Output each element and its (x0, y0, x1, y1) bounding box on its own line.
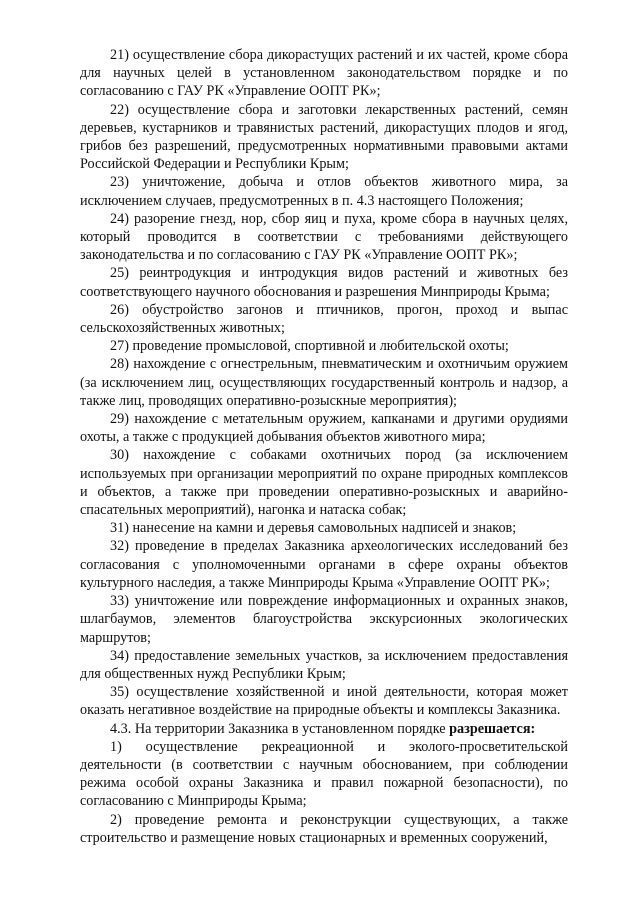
prohibited-item-35: 35) осуществление хозяйственной и иной деятельности, которая может оказать негативное воздействие на природные объекты и комплексы Заказника. (80, 684, 568, 719)
section-4-3-bold: разрешается: (449, 720, 536, 737)
document-body (80, 46, 568, 847)
prohibited-item-31: 31) нанесение на камни и деревья самовольных надписей и знаков; (110, 520, 517, 537)
section-4-3-lead: 4.3. На территории Заказника в установленном порядке (110, 720, 450, 737)
prohibited-item-34: 34) предоставление земельных участков, за исключением предоставления для общественных нужд Республики Крым; (80, 647, 568, 682)
prohibited-item-21: 21) осуществление сбора дикорастущих растений и их частей, кроме сбора для научных целей в установленном законодательством порядке и по согласованию с ГАУ РК «Управление ООПТ РК»; (80, 47, 568, 100)
prohibited-item-32: 32) проведение в пределах Заказника археологических исследований без согласования с уполномоченными органами в сфере охраны объектов культурного наследия, а также Минприроды Крыма «Управление ООПТ РК»; (80, 538, 568, 591)
prohibited-item-23: 23) уничтожение, добыча и отлов объектов животного мира, за исключением случаев, предусмотренных в п. 4.3 настоящего Положения; (80, 174, 568, 209)
prohibited-item-30: 30) нахождение с собаками охотничьих пород (за исключением используемых при организации мероприятий по охране природных комплексов и объектов, а также при проведении оперативно-розыскных и аварийно-спасательных мероприятий), нагонка и натаска собак; (80, 447, 568, 519)
prohibited-item-28: 28) нахождение с огнестрельным, пневматическим и охотничьим оружием (за исключением лиц, осуществляющих государственный контроль и надзор, а также лиц, проводящих оперативно-розыскные мероприятия); (80, 356, 568, 409)
allowed-item-1: 1) осуществление рекреационной и эколого-просветительской деятельности (в соответствии с научным обоснованием, при соблюдении режима особой охраны Заказника и правил пожарной безопасности), по согласованию с Минприроды Крыма; (80, 738, 568, 810)
prohibited-item-25: 25) реинтродукция и интродукция видов растений и животных без соответствующего научного обоснования и разрешения Минприроды Крыма; (80, 265, 568, 300)
prohibited-item-24: 24) разорение гнезд, нор, сбор яиц и пуха, кроме сбора в научных целях, который проводится в соответствии с требованиями действующего законодательства и по согласованию с ГАУ РК «Управление ООПТ РК»; (80, 210, 568, 264)
prohibited-item-29: 29) нахождение с метательным оружием, капканами и другими орудиями охоты, а также с продукцией добывания объектов животного мира; (80, 411, 568, 446)
section-4-3-heading (80, 720, 568, 738)
prohibited-item-33: 33) уничтожение или повреждение информационных и охранных знаков, шлагбаумов, элементов благоустройства экскурсионных экологических маршрутов; (80, 593, 568, 646)
allowed-item-2: 2) проведение ремонта и реконструкции существующих, а также строительство и размещение новых стационарных и временных сооружений, (80, 811, 568, 846)
prohibited-item-26: 26) обустройство загонов и птичников, прогон, проход и выпас сельскохозяйственных животных; (80, 301, 568, 337)
prohibited-item-22: 22) осуществление сбора и заготовки лекарственных растений, семян деревьев, кустарников и травянистых растений, дикорастущих плодов и ягод, грибов без разрешений, предусмотренных нормативными правовыми актами Российской Федерации и Республики Крым; (80, 101, 568, 173)
prohibited-item-27: 27) проведение промысловой, спортивной и любительской охоты; (110, 338, 509, 355)
